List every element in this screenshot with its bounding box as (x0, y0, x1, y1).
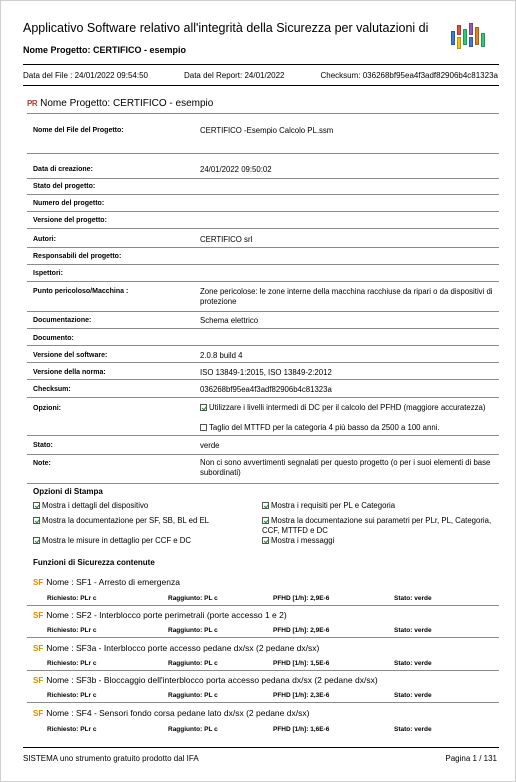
row-divider (27, 247, 499, 248)
row-divider (27, 397, 499, 398)
sf-status: Stato: verde (394, 627, 432, 634)
print-option-label: Mostra i requisiti per PL e Categoria (271, 501, 396, 510)
field-label: Documentazione: (33, 317, 92, 324)
safety-function-icon: SF (33, 578, 44, 587)
row-divider (27, 435, 499, 436)
row-divider (27, 345, 499, 346)
row-divider (27, 483, 499, 484)
option-label: Taglio del MTTFD per la categoria 4 più basso da 2500 a 100 anni. (209, 423, 440, 432)
print-option-label: Mostra i messaggi (271, 536, 335, 545)
row-divider (27, 637, 499, 638)
row-divider (27, 211, 499, 212)
field-label: Autori: (33, 236, 56, 243)
field-value: CERTIFICO -Esempio Calcolo PL.ssm (200, 126, 334, 135)
print-option[interactable] (33, 536, 253, 546)
row-divider (27, 264, 499, 265)
checkbox-checked-icon[interactable] (200, 404, 207, 411)
sf-status: Stato: verde (394, 660, 432, 667)
safety-function-icon: SF (33, 709, 44, 718)
checkbox-checked-icon[interactable] (262, 537, 269, 544)
row-divider (27, 379, 499, 380)
row-divider (27, 228, 499, 229)
field-value: 036268bf95ea4f3adf82906b4c81323a (200, 385, 332, 394)
sf-pfhd: PFHD [1/h]: 2,3E-6 (273, 692, 330, 699)
row-divider (27, 454, 499, 455)
checkbox-checked-icon[interactable] (33, 502, 40, 509)
safety-function-name (33, 610, 287, 620)
safety-function-icon: SF (33, 676, 44, 685)
sf-pfhd: PFHD [1/h]: 1,5E-6 (273, 660, 330, 667)
field-label: Checksum: (33, 386, 71, 393)
safety-function-name (33, 643, 319, 653)
sf-required: Richiesto: PLr c (47, 692, 97, 699)
sf-required: Richiesto: PLr c (47, 660, 97, 667)
report-date: Data del Report: 24/01/2022 (183, 71, 285, 80)
field-label: Documento: (33, 335, 74, 342)
sf-status: Stato: verde (394, 692, 432, 699)
checkbox-checked-icon[interactable] (33, 537, 40, 544)
sf-name-text: Nome : SF1 - Arresto di emergenza (46, 577, 180, 587)
page-number: Pagina 1 / 131 (445, 754, 497, 763)
report-title: Applicativo Software relativo all'integrità della Sicurezza per valutazioni di (23, 21, 429, 35)
row-divider (27, 362, 499, 363)
field-value: 2.0.8 build 4 (200, 351, 243, 360)
header-checksum: Checksum: 036268bf95ea4f3adf82906b4c81323a (320, 71, 498, 80)
sf-pfhd: PFHD [1/h]: 2,9E-6 (273, 595, 330, 602)
field-value: 24/01/2022 09:50:02 (200, 165, 272, 174)
project-icon: PR (27, 99, 38, 108)
row-divider (27, 178, 499, 179)
print-option[interactable] (33, 516, 253, 526)
row-divider (27, 153, 499, 154)
field-value: Schema elettrico (200, 316, 259, 325)
file-date: Data del File : 24/01/2022 09:54:50 (23, 71, 148, 80)
sf-status: Stato: verde (394, 726, 432, 733)
row-divider (27, 328, 499, 329)
field-value: ISO 13849-1:2015, ISO 13849-2:2012 (200, 368, 332, 377)
print-option-label: Mostra i dettagli del dispositivo (42, 501, 149, 510)
sf-pfhd: PFHD [1/h]: 2,9E-6 (273, 627, 330, 634)
print-options-title: Opzioni di Stampa (33, 487, 103, 496)
print-option[interactable] (262, 501, 498, 511)
print-option-label: Mostra la documentazione sui parametri per PLr, PL, Categoria, CCF, MTTFD e DC (262, 516, 492, 535)
field-label: Stato: (33, 442, 53, 449)
field-label: Note: (33, 460, 51, 467)
field-label: Nome del File del Progetto: (33, 127, 124, 134)
field-label: Versione del progetto: (33, 217, 107, 224)
field-value: Non ci sono avvertimenti segnalati per questo progetto (o per i suoi elementi di base subordinati) (200, 458, 491, 477)
footer-divider (23, 747, 499, 748)
row-divider (27, 194, 499, 195)
sf-required: Richiesto: PLr c (47, 627, 97, 634)
header-project-name: Nome Progetto: CERTIFICO - esempio (23, 45, 187, 55)
sf-name-text: Nome : SF2 - Interblocco porte perimetrali (porte accesso 1 e 2) (46, 610, 287, 620)
sf-achieved: Raggiunto: PL c (168, 595, 218, 602)
print-option-label: Mostra le misure in dettaglio per CCF e DC (42, 536, 192, 545)
field-label: Responsabili del progetto: (33, 253, 122, 260)
section-heading (27, 98, 213, 109)
row-divider (27, 670, 499, 671)
safety-function-icon: SF (33, 611, 44, 620)
safety-function-name (33, 577, 180, 587)
sistema-logo-icon (449, 23, 489, 51)
sf-achieved: Raggiunto: PL c (168, 660, 218, 667)
section-title: Nome Progetto: CERTIFICO - esempio (40, 98, 214, 109)
checkbox-checked-icon[interactable] (262, 517, 269, 524)
print-option-label: Mostra la documentazione per SF, SB, BL ed EL (42, 516, 210, 525)
sf-name-text: Nome : SF4 - Sensori fondo corsa pedane lato dx/sx (2 pedane dx/sx) (46, 708, 310, 718)
print-option[interactable] (262, 536, 498, 546)
checkbox-checked-icon[interactable] (262, 502, 269, 509)
field-label: Opzioni: (33, 405, 61, 412)
field-label: Versione della norma: (33, 369, 106, 376)
option-mttfd-cut[interactable] (200, 423, 498, 433)
option-intermediate-dc[interactable] (200, 403, 498, 413)
field-label: Data di creazione: (33, 166, 93, 173)
field-label: Stato del progetto: (33, 183, 96, 190)
header-meta (23, 71, 498, 80)
row-divider (27, 605, 499, 606)
sf-achieved: Raggiunto: PL c (168, 692, 218, 699)
field-value: CERTIFICO srl (200, 235, 253, 244)
field-label: Punto pericoloso/Macchina : (33, 288, 129, 295)
checkbox-unchecked-icon[interactable] (200, 424, 207, 431)
safety-function-name (33, 708, 309, 718)
sf-status: Stato: verde (394, 595, 432, 602)
sf-achieved: Raggiunto: PL c (168, 627, 218, 634)
print-option[interactable] (262, 516, 498, 536)
field-label: Numero del progetto: (33, 200, 105, 207)
footer-credit: SISTEMA uno strumento gratuito prodotto dal IFA (23, 754, 199, 763)
field-label: Ispettori: (33, 270, 63, 277)
sf-name-text: Nome : SF3b - Bloccaggio dell'interblocco porta accesso pedana dx/sx (2 pedane dx/sx) (46, 675, 378, 685)
row-divider (27, 311, 499, 312)
header-divider (23, 64, 499, 65)
row-divider (27, 281, 499, 282)
print-option[interactable] (33, 501, 253, 511)
option-label: Utilizzare i livelli intermedi di DC per il calcolo del PFHD (maggiore accuratezza) (209, 403, 486, 412)
field-value: verde (200, 441, 220, 450)
row-divider (27, 702, 499, 703)
row-divider (27, 113, 499, 114)
field-label: Versione del software: (33, 352, 108, 359)
sf-pfhd: PFHD [1/h]: 1,6E-6 (273, 726, 330, 733)
meta-divider (23, 85, 499, 86)
sf-required: Richiesto: PLr c (47, 726, 97, 733)
checkbox-checked-icon[interactable] (33, 517, 40, 524)
sf-required: Richiesto: PLr c (47, 595, 97, 602)
sf-name-text: Nome : SF3a - Interblocco porte accesso pedane dx/sx (2 pedane dx/sx) (46, 643, 320, 653)
safety-functions-title: Funzioni di Sicurezza contenute (33, 558, 155, 567)
field-value: Zone pericolose: le zone interne della macchina racchiuse da ripari o da dispositivi di protezione (200, 287, 493, 306)
safety-function-icon: SF (33, 644, 44, 653)
sf-achieved: Raggiunto: PL c (168, 726, 218, 733)
safety-function-name (33, 675, 378, 685)
